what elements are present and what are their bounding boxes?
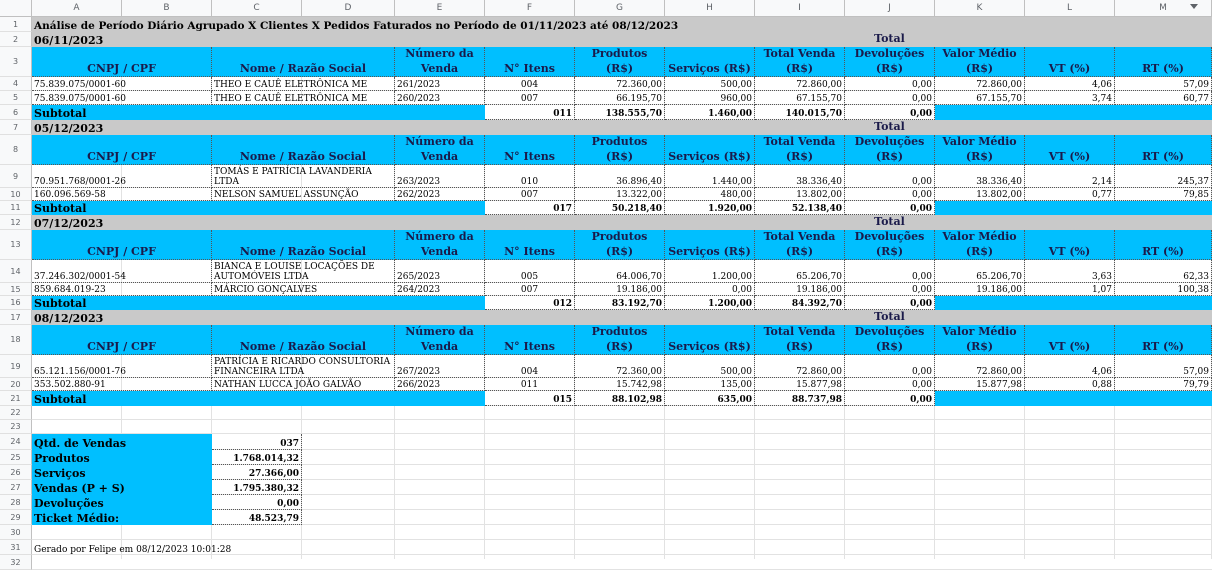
summary-value[interactable]: 037 <box>212 434 302 450</box>
data-cell-total[interactable]: 65.206,70 <box>755 260 845 283</box>
subtotal-label[interactable]: Subtotal <box>32 391 485 406</box>
row-header[interactable]: 9 <box>0 165 32 188</box>
row-header[interactable]: 30 <box>0 525 32 540</box>
column-title-rt[interactable]: RT (%) <box>1115 47 1212 77</box>
subtotal-itens[interactable]: 017 <box>485 201 575 215</box>
data-cell-devol[interactable]: 0,00 <box>845 378 935 391</box>
subtotal-itens[interactable]: 012 <box>485 296 575 310</box>
data-cell-numero[interactable]: 262/2023 <box>395 188 485 201</box>
data-cell-total[interactable]: 15.877,98 <box>755 378 845 391</box>
column-header[interactable]: F <box>485 0 575 17</box>
data-cell-nome[interactable]: MÁRCIO GONÇALVES <box>212 283 395 296</box>
column-title-numero[interactable]: Número da Venda <box>395 230 485 260</box>
data-cell-cnpj[interactable]: 75.839.075/0001-60 <box>32 91 212 105</box>
subtotal-servicos[interactable]: 635,00 <box>665 391 755 406</box>
data-cell-devol[interactable]: 0,00 <box>845 165 935 188</box>
grid-row-line <box>32 420 1212 434</box>
column-title-rt[interactable]: RT (%) <box>1115 135 1212 165</box>
row-header[interactable]: 24 <box>0 434 32 450</box>
data-cell-servicos[interactable]: 500,00 <box>665 355 755 378</box>
column-title-vt[interactable]: VT (%) <box>1025 230 1115 260</box>
data-cell-vt[interactable]: 4,06 <box>1025 355 1115 378</box>
row-header[interactable]: 28 <box>0 495 32 510</box>
column-title-cnpj[interactable]: CNPJ / CPF <box>32 47 212 77</box>
data-cell-total[interactable]: 13.802,00 <box>755 188 845 201</box>
data-cell-cnpj[interactable]: 160.096.569-58 <box>32 188 212 201</box>
data-cell-rt[interactable]: 57,09 <box>1115 355 1212 378</box>
row-header[interactable]: 2 <box>0 32 32 47</box>
data-cell-produtos[interactable]: 72.360,00 <box>575 355 665 378</box>
data-cell-devol[interactable]: 0,00 <box>845 77 935 91</box>
data-cell-nome[interactable]: PATRÍCIA E RICARDO CONSULTORIA FINANCEIRA LTDA <box>212 355 395 378</box>
column-title-valor_medio[interactable]: Valor Médio (R$) <box>935 325 1025 355</box>
row-header[interactable]: 13 <box>0 230 32 260</box>
column-header[interactable]: A <box>32 0 122 17</box>
data-cell-vt[interactable]: 3,74 <box>1025 91 1115 105</box>
summary-label[interactable]: Ticket Médio: <box>32 510 212 525</box>
row-header[interactable]: 18 <box>0 325 32 355</box>
subtotal-produtos[interactable]: 138.555,70 <box>575 105 665 120</box>
subtotal-total[interactable]: 140.015,70 <box>755 105 845 120</box>
column-title-valor_medio[interactable]: Valor Médio (R$) <box>935 47 1025 77</box>
data-cell-devol[interactable]: 0,00 <box>845 355 935 378</box>
subtotal-produtos[interactable]: 88.102,98 <box>575 391 665 406</box>
data-cell-produtos[interactable]: 64.006,70 <box>575 260 665 283</box>
row-header[interactable]: 19 <box>0 355 32 378</box>
data-cell-cnpj[interactable]: 859.684.019-23 <box>32 283 212 296</box>
column-title-total_venda[interactable]: Total Venda (R$) <box>755 230 845 260</box>
data-cell-rt[interactable]: 245,37 <box>1115 165 1212 188</box>
report-title[interactable]: Análise de Período Diário Agrupado X Clientes X Pedidos Faturados no Período de 01/11/2023 até 08/12/2023 <box>32 17 1212 32</box>
data-cell-devol[interactable]: 0,00 <box>845 91 935 105</box>
filter-dropdown-icon[interactable] <box>1190 4 1198 9</box>
data-cell-total[interactable]: 19.186,00 <box>755 283 845 296</box>
data-cell-numero[interactable]: 264/2023 <box>395 283 485 296</box>
data-cell-produtos[interactable]: 19.186,00 <box>575 283 665 296</box>
data-cell-servicos[interactable]: 960,00 <box>665 91 755 105</box>
data-cell-servicos[interactable]: 1.200,00 <box>665 260 755 283</box>
data-cell-medio[interactable]: 13.802,00 <box>935 188 1025 201</box>
column-header[interactable]: E <box>395 0 485 17</box>
subtotal-total[interactable]: 84.392,70 <box>755 296 845 310</box>
row-header[interactable]: 1 <box>0 17 32 32</box>
data-cell-total[interactable]: 72.860,00 <box>755 355 845 378</box>
subtotal-label[interactable]: Subtotal <box>32 201 485 215</box>
row-header[interactable]: 16 <box>0 296 32 310</box>
data-cell-itens[interactable]: 007 <box>485 91 575 105</box>
data-cell-medio[interactable]: 19.186,00 <box>935 283 1025 296</box>
column-title-servicos[interactable]: Serviços (R$) <box>665 135 755 165</box>
row-header[interactable]: 22 <box>0 406 32 420</box>
data-cell-medio[interactable]: 65.206,70 <box>935 260 1025 283</box>
data-cell-vt[interactable]: 0,88 <box>1025 378 1115 391</box>
data-cell-medio[interactable]: 38.336,40 <box>935 165 1025 188</box>
data-cell-vt[interactable]: 3,63 <box>1025 260 1115 283</box>
column-header[interactable]: D <box>302 0 395 17</box>
summary-value[interactable]: 27.366,00 <box>212 465 302 480</box>
subtotal-devolucoes[interactable]: 0,00 <box>845 105 935 120</box>
data-cell-numero[interactable]: 261/2023 <box>395 77 485 91</box>
column-title-produtos[interactable]: Produtos (R$) <box>575 135 665 165</box>
group-date[interactable]: 08/12/2023 <box>32 310 1212 325</box>
data-cell-produtos[interactable]: 66.195,70 <box>575 91 665 105</box>
subtotal-itens[interactable]: 011 <box>485 105 575 120</box>
data-cell-vt[interactable]: 4,06 <box>1025 77 1115 91</box>
data-cell-servicos[interactable]: 500,00 <box>665 77 755 91</box>
data-cell-cnpj[interactable]: 65.121.156/0001-76 <box>32 355 212 378</box>
select-all-corner[interactable] <box>0 0 32 17</box>
subtotal-produtos[interactable]: 50.218,40 <box>575 201 665 215</box>
data-cell-itens[interactable]: 004 <box>485 77 575 91</box>
data-cell-devol[interactable]: 0,00 <box>845 260 935 283</box>
column-title-devolucoes[interactable]: Devoluções (R$) <box>845 230 935 260</box>
subtotal-total[interactable]: 52.138,40 <box>755 201 845 215</box>
data-cell-itens[interactable]: 011 <box>485 378 575 391</box>
subtotal-devolucoes[interactable]: 0,00 <box>845 391 935 406</box>
column-title-cnpj[interactable]: CNPJ / CPF <box>32 325 212 355</box>
grid-row-line <box>32 406 1212 420</box>
summary-label[interactable]: Serviços <box>32 465 212 480</box>
column-header[interactable]: C <box>212 0 302 17</box>
data-cell-produtos[interactable]: 13.322,00 <box>575 188 665 201</box>
row-header[interactable]: 29 <box>0 510 32 525</box>
row-header[interactable]: 10 <box>0 188 32 201</box>
data-cell-servicos[interactable]: 0,00 <box>665 283 755 296</box>
summary-label[interactable]: Produtos <box>32 450 212 465</box>
data-cell-total[interactable]: 38.336,40 <box>755 165 845 188</box>
column-title-itens[interactable]: N° Itens <box>485 135 575 165</box>
column-title-nome[interactable]: Nome / Razão Social <box>212 47 395 77</box>
data-cell-numero[interactable]: 260/2023 <box>395 91 485 105</box>
data-cell-servicos[interactable]: 1.440,00 <box>665 165 755 188</box>
column-header[interactable]: G <box>575 0 665 17</box>
column-title-itens[interactable]: N° Itens <box>485 325 575 355</box>
row-header[interactable]: 21 <box>0 391 32 406</box>
subtotal-devolucoes[interactable]: 0,00 <box>845 296 935 310</box>
row-header[interactable]: 14 <box>0 260 32 283</box>
data-cell-nome[interactable]: NATHAN LUCCA JOÃO GALVÃO <box>212 378 395 391</box>
data-cell-rt[interactable]: 60,77 <box>1115 91 1212 105</box>
subtotal-produtos[interactable]: 83.192,70 <box>575 296 665 310</box>
data-cell-itens[interactable]: 004 <box>485 355 575 378</box>
data-cell-nome[interactable]: NELSON SAMUEL ASSUNÇÃO <box>212 188 395 201</box>
row-header[interactable]: 17 <box>0 310 32 325</box>
data-cell-rt[interactable]: 79,79 <box>1115 378 1212 391</box>
data-cell-servicos[interactable]: 135,00 <box>665 378 755 391</box>
data-cell-cnpj[interactable]: 37.246.302/0001-54 <box>32 260 212 283</box>
summary-value[interactable]: 1.768.014,32 <box>212 450 302 465</box>
data-cell-produtos[interactable]: 36.896,40 <box>575 165 665 188</box>
column-header[interactable]: J <box>845 0 935 17</box>
subtotal-devolucoes[interactable]: 0,00 <box>845 201 935 215</box>
subtotal-servicos[interactable]: 1.920,00 <box>665 201 755 215</box>
row-header[interactable]: 32 <box>0 555 32 570</box>
data-cell-medio[interactable]: 72.860,00 <box>935 355 1025 378</box>
group-date[interactable]: 07/12/2023 <box>32 215 1212 230</box>
data-cell-itens[interactable]: 007 <box>485 188 575 201</box>
subtotal-servicos[interactable]: 1.460,00 <box>665 105 755 120</box>
summary-label[interactable]: Devoluções <box>32 495 212 510</box>
data-cell-devol[interactable]: 0,00 <box>845 188 935 201</box>
subtotal-itens[interactable]: 015 <box>485 391 575 406</box>
subtotal-fill[interactable] <box>935 391 1212 406</box>
data-cell-cnpj[interactable]: 75.839.075/0001-60 <box>32 77 212 91</box>
column-title-total_venda[interactable]: Total Venda (R$) <box>755 47 845 77</box>
data-cell-medio[interactable]: 72.860,00 <box>935 77 1025 91</box>
data-cell-produtos[interactable]: 15.742,98 <box>575 378 665 391</box>
data-cell-itens[interactable]: 007 <box>485 283 575 296</box>
column-title-cnpj[interactable]: CNPJ / CPF <box>32 230 212 260</box>
column-header[interactable]: M <box>1115 0 1212 17</box>
data-cell-cnpj[interactable]: 70.951.768/0001-26 <box>32 165 212 188</box>
subtotal-total[interactable]: 88.737,98 <box>755 391 845 406</box>
row-header[interactable]: 3 <box>0 47 32 77</box>
column-title-vt[interactable]: VT (%) <box>1025 135 1115 165</box>
column-title-total_venda[interactable]: Total Venda (R$) <box>755 135 845 165</box>
data-cell-cnpj[interactable]: 353.502.880-91 <box>32 378 212 391</box>
group-date[interactable]: 05/12/2023 <box>32 120 1212 135</box>
data-cell-vt[interactable]: 0,77 <box>1025 188 1115 201</box>
data-cell-rt[interactable]: 100,38 <box>1115 283 1212 296</box>
row-header[interactable]: 6 <box>0 105 32 120</box>
column-title-total_venda[interactable]: Total Venda (R$) <box>755 325 845 355</box>
column-title-devolucoes[interactable]: Devoluções (R$) <box>845 325 935 355</box>
summary-value[interactable]: 48.523,79 <box>212 510 302 525</box>
data-cell-nome[interactable]: THEO E CAUÊ ELETRÔNICA ME <box>212 91 395 105</box>
column-title-produtos[interactable]: Produtos (R$) <box>575 230 665 260</box>
data-cell-vt[interactable]: 1,07 <box>1025 283 1115 296</box>
data-cell-numero[interactable]: 267/2023 <box>395 355 485 378</box>
row-header[interactable]: 5 <box>0 91 32 105</box>
data-cell-itens[interactable]: 010 <box>485 165 575 188</box>
summary-value[interactable]: 1.795.380,32 <box>212 480 302 495</box>
row-header[interactable]: 15 <box>0 283 32 296</box>
column-title-nome[interactable]: Nome / Razão Social <box>212 325 395 355</box>
data-cell-medio[interactable]: 15.877,98 <box>935 378 1025 391</box>
summary-value[interactable]: 0,00 <box>212 495 302 510</box>
column-header[interactable]: B <box>122 0 212 17</box>
data-cell-rt[interactable]: 57,09 <box>1115 77 1212 91</box>
column-title-servicos[interactable]: Serviços (R$) <box>665 47 755 77</box>
row-header[interactable]: 23 <box>0 420 32 434</box>
column-title-numero[interactable]: Número da Venda <box>395 47 485 77</box>
column-title-valor_medio[interactable]: Valor Médio (R$) <box>935 230 1025 260</box>
row-header[interactable]: 7 <box>0 120 32 135</box>
subtotal-fill[interactable] <box>935 296 1212 310</box>
data-cell-rt[interactable]: 79,85 <box>1115 188 1212 201</box>
column-title-itens[interactable]: N° Itens <box>485 47 575 77</box>
column-title-servicos[interactable]: Serviços (R$) <box>665 325 755 355</box>
subtotal-fill[interactable] <box>935 105 1212 120</box>
data-cell-numero[interactable]: 263/2023 <box>395 165 485 188</box>
data-cell-numero[interactable]: 265/2023 <box>395 260 485 283</box>
column-title-servicos[interactable]: Serviços (R$) <box>665 230 755 260</box>
subtotal-label[interactable]: Subtotal <box>32 296 485 310</box>
data-cell-total[interactable]: 67.155,70 <box>755 91 845 105</box>
subtotal-servicos[interactable]: 1.200,00 <box>665 296 755 310</box>
column-title-valor_medio[interactable]: Valor Médio (R$) <box>935 135 1025 165</box>
column-title-itens[interactable]: N° Itens <box>485 230 575 260</box>
column-title-numero[interactable]: Número da Venda <box>395 135 485 165</box>
grid-row-line <box>32 555 1212 570</box>
column-title-nome[interactable]: Nome / Razão Social <box>212 230 395 260</box>
grid-row-line <box>32 525 1212 540</box>
column-title-numero[interactable]: Número da Venda <box>395 325 485 355</box>
row-header[interactable]: 25 <box>0 450 32 465</box>
data-cell-vt[interactable]: 2,14 <box>1025 165 1115 188</box>
row-header[interactable]: 26 <box>0 465 32 480</box>
summary-label[interactable]: Vendas (P + S) <box>32 480 212 495</box>
report-footer: Gerado por Felipe em 08/12/2023 10:01:28 <box>34 545 232 555</box>
row-header[interactable]: 20 <box>0 378 32 391</box>
column-header[interactable]: K <box>935 0 1025 17</box>
column-header[interactable]: H <box>665 0 755 17</box>
column-title-rt[interactable]: RT (%) <box>1115 230 1212 260</box>
data-cell-nome[interactable]: BIANCA E LOUISE LOCAÇÕES DE AUTOMÓVEIS LTDA <box>212 260 395 283</box>
column-title-nome[interactable]: Nome / Razão Social <box>212 135 395 165</box>
row-header[interactable]: 4 <box>0 77 32 91</box>
data-cell-medio[interactable]: 67.155,70 <box>935 91 1025 105</box>
column-title-produtos[interactable]: Produtos (R$) <box>575 47 665 77</box>
column-header[interactable]: L <box>1025 0 1115 17</box>
row-header[interactable]: 31 <box>0 540 32 555</box>
row-header[interactable]: 12 <box>0 215 32 230</box>
summary-label[interactable]: Qtd. de Vendas <box>32 434 212 450</box>
column-title-vt[interactable]: VT (%) <box>1025 325 1115 355</box>
data-cell-produtos[interactable]: 72.360,00 <box>575 77 665 91</box>
data-cell-itens[interactable]: 005 <box>485 260 575 283</box>
row-header[interactable]: 8 <box>0 135 32 165</box>
data-cell-rt[interactable]: 62,33 <box>1115 260 1212 283</box>
data-cell-servicos[interactable]: 480,00 <box>665 188 755 201</box>
column-title-devolucoes[interactable]: Devoluções (R$) <box>845 47 935 77</box>
subtotal-fill[interactable] <box>935 201 1212 215</box>
data-cell-total[interactable]: 72.860,00 <box>755 77 845 91</box>
column-header[interactable]: I <box>755 0 845 17</box>
column-title-cnpj[interactable]: CNPJ / CPF <box>32 135 212 165</box>
column-title-devolucoes[interactable]: Devoluções (R$) <box>845 135 935 165</box>
data-cell-nome[interactable]: THEO E CAUÊ ELETRÔNICA ME <box>212 77 395 91</box>
group-date[interactable]: 06/11/2023 <box>32 32 1212 47</box>
data-cell-devol[interactable]: 0,00 <box>845 283 935 296</box>
row-header[interactable]: 11 <box>0 201 32 215</box>
column-title-produtos[interactable]: Produtos (R$) <box>575 325 665 355</box>
column-title-rt[interactable]: RT (%) <box>1115 325 1212 355</box>
subtotal-label[interactable]: Subtotal <box>32 105 485 120</box>
data-cell-numero[interactable]: 266/2023 <box>395 378 485 391</box>
data-cell-nome[interactable]: TOMÁS E PATRÍCIA LAVANDERIA LTDA <box>212 165 395 188</box>
row-header[interactable]: 27 <box>0 480 32 495</box>
column-title-vt[interactable]: VT (%) <box>1025 47 1115 77</box>
